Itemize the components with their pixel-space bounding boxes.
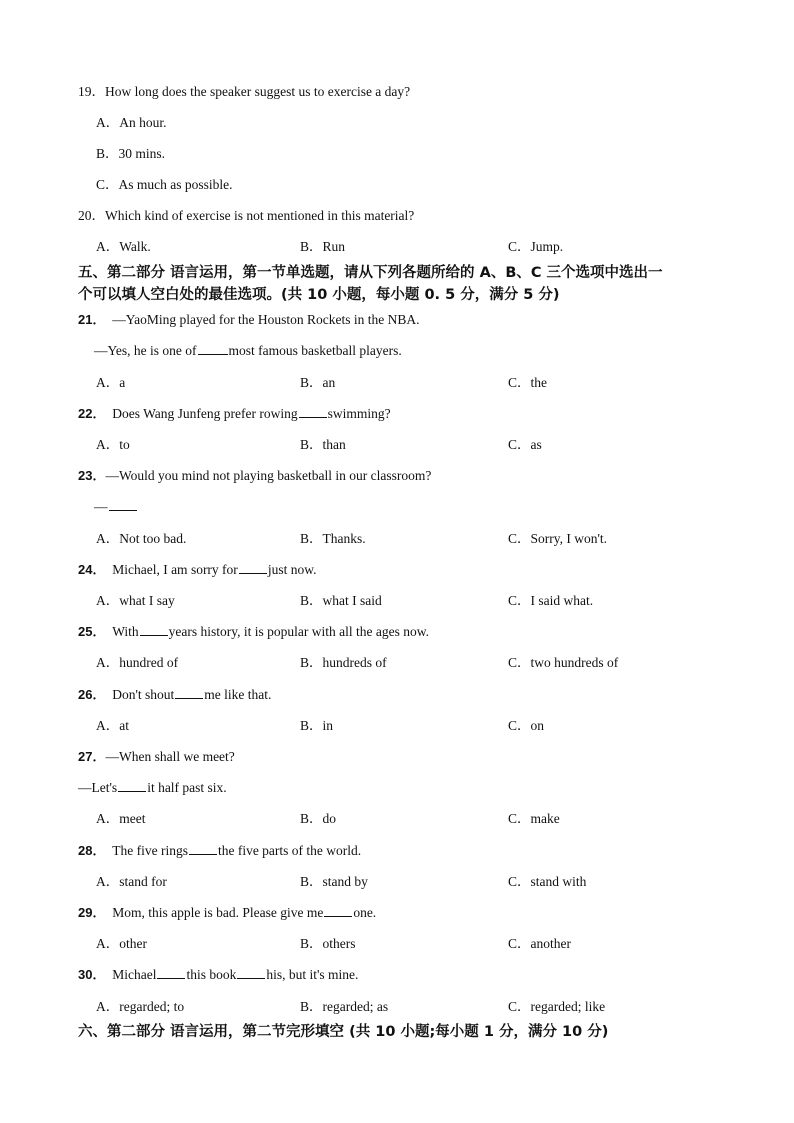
option-c[interactable]: C．Sorry, I won't. (508, 531, 608, 546)
option-c[interactable]: C．as (508, 437, 542, 452)
answer-blank[interactable] (118, 779, 146, 792)
option-b[interactable]: B．Thanks. (300, 531, 366, 546)
option-c[interactable]: C．Jump. (508, 239, 564, 254)
option-a[interactable]: A．stand for (96, 874, 167, 889)
option-b[interactable]: B．stand by (300, 874, 368, 889)
option-b[interactable]: B．than (300, 437, 346, 452)
question-text: Which kind of exercise is not mentioned in this material? (105, 208, 415, 223)
text-after-blank: me like that. (204, 687, 272, 702)
section-6-heading: 六、第二部分 语言运用，第二节完形填空 (共 10 小题;每小题 1 分，满分 10 分) (78, 1024, 609, 1040)
answer-blank[interactable] (189, 842, 217, 855)
option-c[interactable]: C．stand with (508, 874, 587, 889)
option-a[interactable]: A．Walk. (96, 239, 151, 254)
question-text: —YaoMing played for the Houston Rockets in the NBA. (112, 312, 420, 327)
answer-blank-1[interactable] (157, 966, 185, 979)
question-23 (78, 467, 431, 485)
question-21 (78, 311, 419, 329)
option-b[interactable]: B．what I said (300, 593, 382, 608)
text-part-2: this book (186, 967, 237, 982)
question-text: —Would you mind not playing basketball in our classroom? (105, 468, 432, 483)
option-a[interactable]: A．meet (96, 811, 146, 826)
question-28 (78, 842, 361, 860)
text-before-blank: Don't shout (112, 687, 175, 702)
text-before-blank: Mom, this apple is bad. Please give me (112, 905, 324, 920)
section-5-heading-line-2: 个可以填人空白处的最佳选项。(共 10 小题，每小题 0. 5 分，满分 5 分) (78, 287, 560, 303)
text-after-blank: one. (353, 905, 377, 920)
question-26 (78, 686, 271, 704)
answer-blank[interactable] (198, 342, 228, 355)
option-b[interactable]: B．regarded; as (300, 999, 389, 1014)
text-after-blank: the five parts of the world. (217, 843, 362, 858)
option-b[interactable]: B．in (300, 718, 334, 733)
option-c[interactable]: C．the (508, 375, 547, 390)
response-before-blank: —Yes, he is one of (94, 343, 197, 358)
option-a[interactable]: A．Not too bad. (96, 531, 187, 546)
text-before-blank: Michael, I am sorry for (112, 562, 238, 577)
option-b[interactable]: B．Run (300, 239, 346, 254)
answer-blank[interactable] (324, 904, 352, 917)
option-b[interactable]: B．30 mins. (96, 146, 166, 161)
option-c[interactable]: C．another (508, 936, 571, 951)
question-20 (78, 207, 414, 225)
option-b[interactable]: B．others (300, 936, 356, 951)
option-a[interactable]: A．regarded; to (96, 999, 185, 1014)
option-a[interactable]: A．to (96, 437, 130, 452)
question-number: 22． (78, 406, 106, 421)
answer-blank[interactable] (109, 498, 137, 511)
question-number: 23． (78, 468, 106, 483)
option-c[interactable]: C．make (508, 811, 560, 826)
response-dash: — (94, 499, 108, 514)
text-before-blank: The five rings (112, 843, 188, 858)
question-number: 20． (78, 208, 105, 223)
text-before-blank: With (112, 624, 139, 639)
option-a[interactable]: A．a (96, 375, 126, 390)
option-a[interactable]: A．other (96, 936, 147, 951)
option-a[interactable]: A．An hour. (96, 115, 167, 130)
question-number: 24． (78, 562, 106, 577)
question-29 (78, 904, 376, 922)
question-23-response (94, 498, 138, 516)
option-c[interactable]: C．regarded; like (508, 999, 606, 1014)
question-21-response (94, 342, 402, 360)
option-c[interactable]: C．on (508, 718, 545, 733)
text-before-blank: Does Wang Junfeng prefer rowing (112, 406, 298, 421)
answer-blank[interactable] (175, 686, 203, 699)
option-b[interactable]: B．hundreds of (300, 655, 387, 670)
option-b[interactable]: B．do (300, 811, 337, 826)
answer-blank[interactable] (299, 405, 327, 418)
option-a[interactable]: A．what I say (96, 593, 175, 608)
option-b[interactable]: B．an (300, 375, 336, 390)
answer-blank-2[interactable] (237, 966, 265, 979)
text-after-blank: years history, it is popular with all the ages now. (168, 624, 429, 639)
question-19 (78, 83, 410, 101)
option-c[interactable]: C．I said what. (508, 593, 594, 608)
question-27 (78, 748, 235, 766)
question-text: —When shall we meet? (105, 749, 235, 764)
question-number: 29． (78, 905, 106, 920)
question-number: 28． (78, 843, 106, 858)
question-number: 25． (78, 624, 106, 639)
question-number: 27． (78, 749, 106, 764)
option-c[interactable]: C．two hundreds of (508, 655, 619, 670)
answer-blank[interactable] (140, 623, 168, 636)
question-25 (78, 623, 429, 641)
text-part-3: his, but it's mine. (266, 967, 359, 982)
option-a[interactable]: A．hundred of (96, 655, 179, 670)
question-27-response (78, 779, 227, 797)
text-part-1: Michael (112, 967, 157, 982)
response-before-blank: —Let's (78, 780, 118, 795)
response-after-blank: most famous basketball players. (228, 343, 402, 358)
response-after-blank: it half past six. (147, 780, 227, 795)
question-22 (78, 405, 391, 423)
question-text: How long does the speaker suggest us to exercise a day? (105, 84, 411, 99)
question-number: 21． (78, 312, 106, 327)
option-a[interactable]: A．at (96, 718, 129, 733)
answer-blank[interactable] (239, 561, 267, 574)
option-c[interactable]: C．As much as possible. (96, 177, 233, 192)
question-number: 30． (78, 967, 106, 982)
question-30 (78, 966, 358, 984)
section-5-heading-line-1: 五、第二部分 语言运用，第一节单选题，请从下列各题所给的 A、B、C 三个选项中选出一 (78, 265, 663, 281)
question-number: 26． (78, 687, 106, 702)
question-24 (78, 561, 316, 579)
text-after-blank: just now. (267, 562, 317, 577)
text-after-blank: swimming? (327, 406, 391, 421)
question-number: 19． (78, 84, 105, 99)
